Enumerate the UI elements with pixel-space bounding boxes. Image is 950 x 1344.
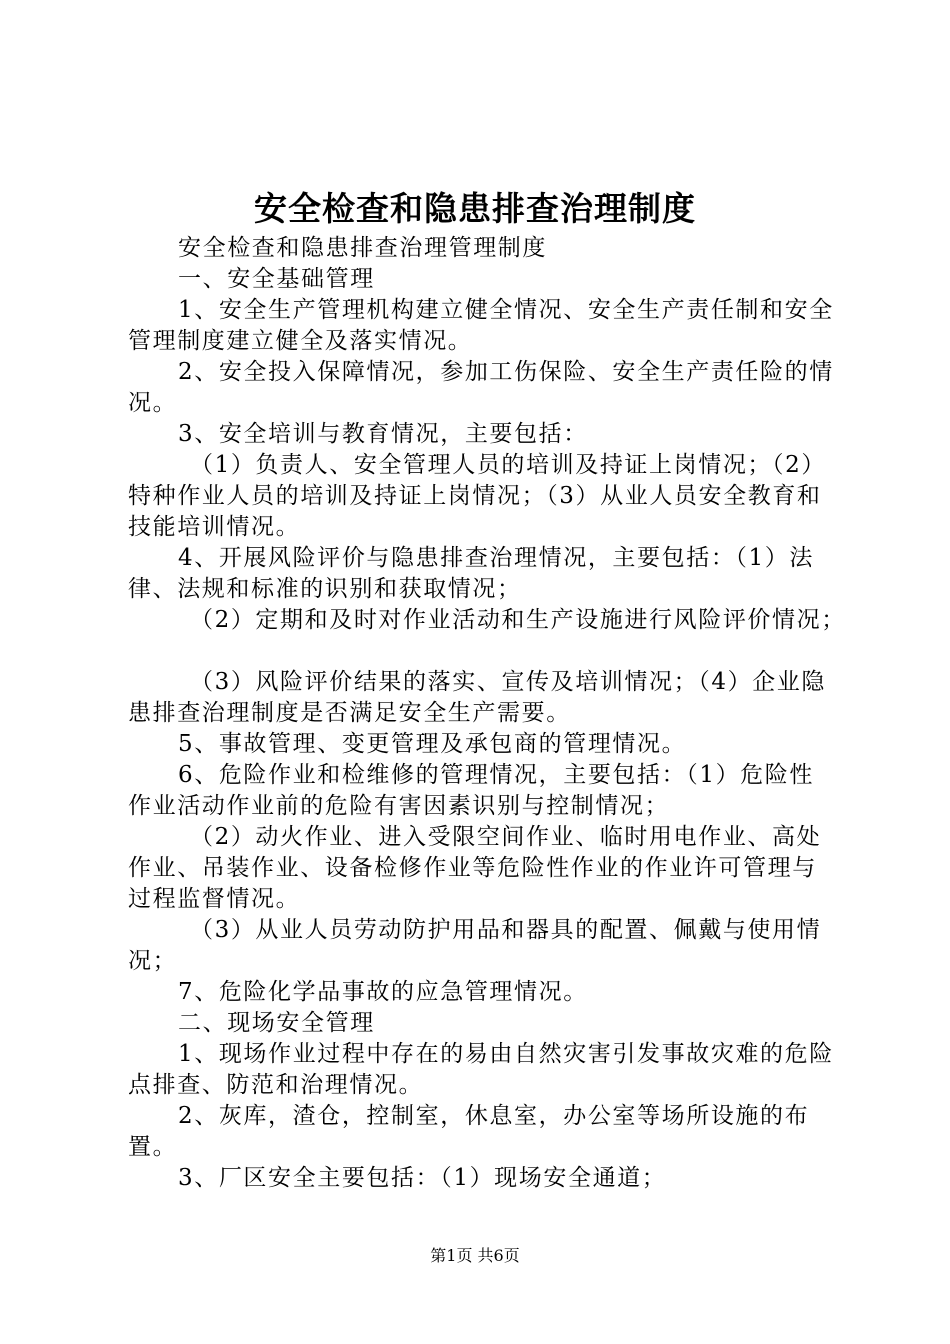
document-body <box>128 233 846 1194</box>
paragraph: 2、安全投入保障情况，参加工伤保险、安全生产责任险的情况。 <box>128 359 834 416</box>
document-title: 安全检查和隐患排查治理制度 <box>254 189 696 228</box>
paragraph: 6、危险作业和检维修的管理情况，主要包括：（1）危险性作业活动作业前的危险有害因素识别与控制情况； <box>128 762 814 819</box>
page-footer: 第1页 共6页 <box>430 1246 520 1265</box>
paragraph: （2）动火作业、进入受限空间作业、临时用电作业、高处作业、吊装作业、设备检修作业等危险性作业的作业许可管理与过程监督情况。 <box>128 824 822 912</box>
section-heading: 二、现场安全管理 <box>178 1010 375 1036</box>
paragraph: 安全检查和隐患排查治理管理制度 <box>178 235 547 261</box>
paragraph: 5、事故管理、变更管理及承包商的管理情况。 <box>178 731 687 757</box>
paragraph: （2）定期和及时对作业活动和生产设施进行风险评价情况； <box>190 607 846 633</box>
paragraph: （1）负责人、安全管理人员的培训及持证上岗情况；（2）特种作业人员的培训及持证上岗情况；（3）从业人员安全教育和技能培训情况。 <box>128 452 826 540</box>
paragraph: 1、现场作业过程中存在的易由自然灾害引发事故灾难的危险点排查、防范和治理情况。 <box>128 1041 834 1098</box>
paragraph: （3）风险评价结果的落实、宣传及培训情况；（4）企业隐患排查治理制度是否满足安全生产需要。 <box>128 669 826 726</box>
paragraph: （3）从业人员劳动防护用品和器具的配置、佩戴与使用情况； <box>128 917 822 974</box>
paragraph: 3、安全培训与教育情况，主要包括： <box>178 421 588 447</box>
section-heading: 一、安全基础管理 <box>178 266 375 292</box>
paragraph: 7、危险化学品事故的应急管理情况。 <box>178 979 588 1005</box>
paragraph: 1、安全生产管理机构建立健全情况、安全生产责任制和安全管理制度建立健全及落实情况。 <box>128 297 834 354</box>
paragraph: 2、灰库，渣仓，控制室，休息室，办公室等场所设施的布置。 <box>128 1103 810 1160</box>
paragraph: 4、开展风险评价与隐患排查治理情况，主要包括：（1）法律、法规和标准的识别和获取情况； <box>128 545 814 602</box>
paragraph: 3、厂区安全主要包括：（1）现场安全通道； <box>178 1165 667 1191</box>
